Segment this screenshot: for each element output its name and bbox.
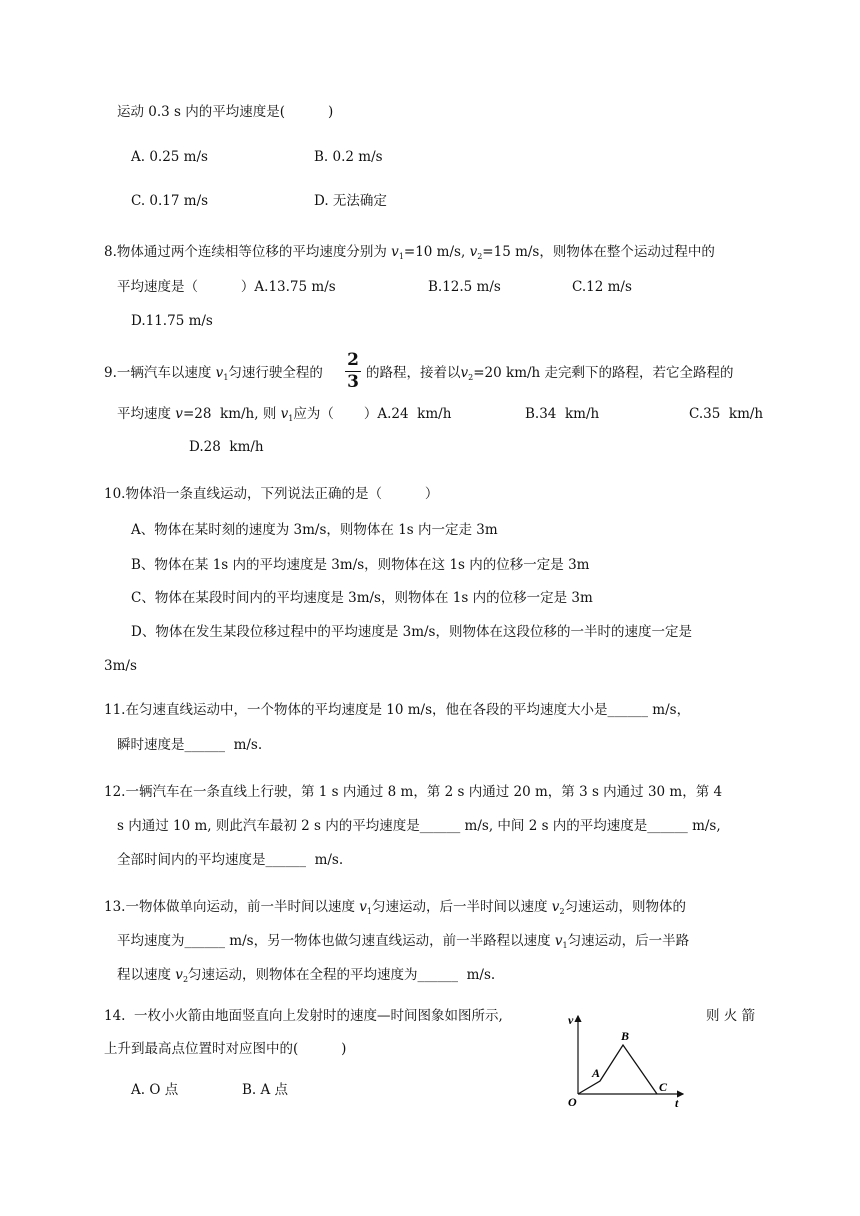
q9-fraction-numerator: 2	[347, 350, 359, 370]
q13-text-a: 13.一物体做单向运动，前一半时间以速度	[104, 899, 360, 915]
q9-text-f: =28 km/h, 则	[182, 406, 281, 422]
q9-text-a: 9.一辆汽车以速度	[104, 365, 216, 381]
q8-text-b: =10 m/s,	[403, 244, 470, 260]
q9-text-c: 的路程，接着以	[366, 365, 461, 381]
q13-v2-sub: 2	[559, 907, 565, 916]
q10-option-d-line1: D、物体在发生某段位移过程中的平均速度是 3m/s，则物体在这段位移的一半时的速度一定是	[131, 624, 692, 640]
q13-v3-sub: 1	[562, 941, 568, 950]
q10-option-d-line2: 3m/s	[104, 658, 137, 674]
q8-v1: v	[391, 244, 399, 260]
q9-text-d: =20 km/h 走完剩下的路程，若它全路程的	[473, 365, 734, 381]
q9-stem-line1b	[366, 364, 734, 387]
q13-text-d: 平均速度为______ m/s，另一物体也做匀速直线运动，前一半路程以速度	[117, 933, 555, 949]
q13-v2: v	[551, 899, 560, 915]
point-b-label: B	[621, 1029, 630, 1043]
q8-option-c: C.12 m/s	[572, 279, 632, 295]
q8-stem-line2: 平均速度是（ ）A.13.75 m/s	[117, 279, 336, 295]
q13-text-e: 匀速运动，后一半路	[567, 933, 690, 949]
q7-option-b: B. 0.2 m/s	[314, 149, 383, 165]
q8-option-b: B.12.5 m/s	[428, 279, 501, 295]
q13-v3: v	[554, 933, 563, 949]
point-c-label: C	[659, 1080, 668, 1094]
q13-line3	[117, 966, 495, 989]
q9-option-c: C.35 km/h	[689, 406, 764, 422]
q13-text-g: 匀速运动，则物体在全程的平均速度为______ m/s.	[188, 967, 496, 983]
q13-line2	[117, 932, 689, 955]
q9-v1b-sub: 1	[288, 414, 294, 423]
q14-option-b: B. A 点	[242, 1082, 289, 1098]
q14-line1b: 则 火 箭	[706, 1008, 756, 1024]
q14-option-a: A. O 点	[131, 1082, 179, 1098]
q10-option-c: C、物体在某段时间内的平均速度是 3m/s，则物体在 1s 内的位移一定是 3m	[131, 590, 593, 606]
q11-line2: 瞬时速度是______ m/s.	[117, 737, 263, 753]
velocity-time-graph	[565, 1010, 690, 1110]
q8-option-d: D.11.75 m/s	[131, 313, 213, 329]
q9-v: v	[175, 406, 183, 422]
q9-v1-sub: 1	[223, 373, 229, 382]
v-axis-label: v	[568, 1013, 574, 1027]
q10-option-b: B、物体在某 1s 内的平均速度是 3m/s，则物体在这 1s 内的位移一定是 3m	[131, 557, 590, 573]
q8-stem-line1	[104, 243, 715, 266]
q11-line1: 11.在匀速直线运动中，一个物体的平均速度是 10 m/s，他在各段的平均速度大小是______ m/s，	[104, 702, 691, 718]
q14-line2: 上升到最高点位置时对应图中的( )	[104, 1041, 347, 1057]
q9-option-d: D.28 km/h	[189, 439, 264, 455]
q13-v1-sub: 1	[366, 907, 372, 916]
q7-option-a: A. 0.25 m/s	[131, 149, 208, 165]
q10-option-a: A、物体在某时刻的速度为 3m/s，则物体在 1s 内一定走 3m	[131, 522, 498, 538]
velocity-curve	[578, 1045, 657, 1094]
q9-text-e: 平均速度	[117, 406, 176, 422]
q9-v2: v	[460, 365, 469, 381]
q13-text-c: 匀速运动，则物体的	[564, 899, 687, 915]
q13-line1	[104, 898, 686, 921]
point-a-label: A	[592, 1066, 601, 1080]
q7-option-d: D. 无法确定	[314, 193, 387, 209]
q9-fraction-denominator: 3	[347, 372, 359, 392]
origin-label: O	[568, 1095, 577, 1109]
q9-option-b: B.34 km/h	[525, 406, 600, 422]
q9-stem-line1a	[104, 364, 323, 387]
t-axis-label: t	[675, 1096, 679, 1110]
q9-text-g: 应为（ ）A.24 km/h	[293, 406, 452, 422]
q7-stem-continuation: 运动 0.3 s 内的平均速度是( )	[117, 104, 334, 120]
q12-line1: 12.一辆汽车在一条直线上行驶，第 1 s 内通过 8 m，第 2 s 内通过 20 m，第 3 s 内通过 30 m，第 4	[104, 784, 723, 800]
q10-stem: 10.物体沿一条直线运动，下列说法正确的是（ ）	[104, 486, 439, 502]
q13-v4-sub: 2	[182, 975, 189, 984]
q13-v1: v	[359, 899, 367, 915]
q13-text-b: 匀速运动，后一半时间以速度	[372, 899, 552, 915]
q9-v1b: v	[280, 406, 289, 422]
q8-text-a: 8.物体通过两个连续相等位移的平均速度分别为	[104, 244, 392, 260]
q13-text-f: 程以速度	[117, 967, 176, 983]
q12-line3: 全部时间内的平均速度是______ m/s.	[117, 852, 344, 868]
q8-v2-sub: 2	[477, 252, 483, 261]
q9-fraction	[345, 352, 361, 391]
q9-v2-sub: 2	[468, 373, 474, 382]
q9-text-b: 匀速行驶全程的	[228, 365, 323, 381]
q8-v1-sub: 1	[398, 252, 404, 261]
q9-v1: v	[215, 365, 224, 381]
q8-text-c: =15 m/s，则物体在整个运动过程中的	[482, 244, 715, 260]
q14-line1a: 14. 一枚小火箭由地面竖直向上发射时的速度—时间图象如图所示,	[104, 1008, 503, 1024]
q13-v4: v	[175, 967, 183, 983]
q8-v2: v	[469, 244, 478, 260]
q12-line2: s 内通过 10 m, 则此汽车最初 2 s 内的平均速度是______ m/s, 中间 2 s 内的平均速度是______ m/s,	[117, 818, 721, 834]
q9-stem-line2	[117, 405, 451, 428]
q7-option-c: C. 0.17 m/s	[131, 193, 209, 209]
